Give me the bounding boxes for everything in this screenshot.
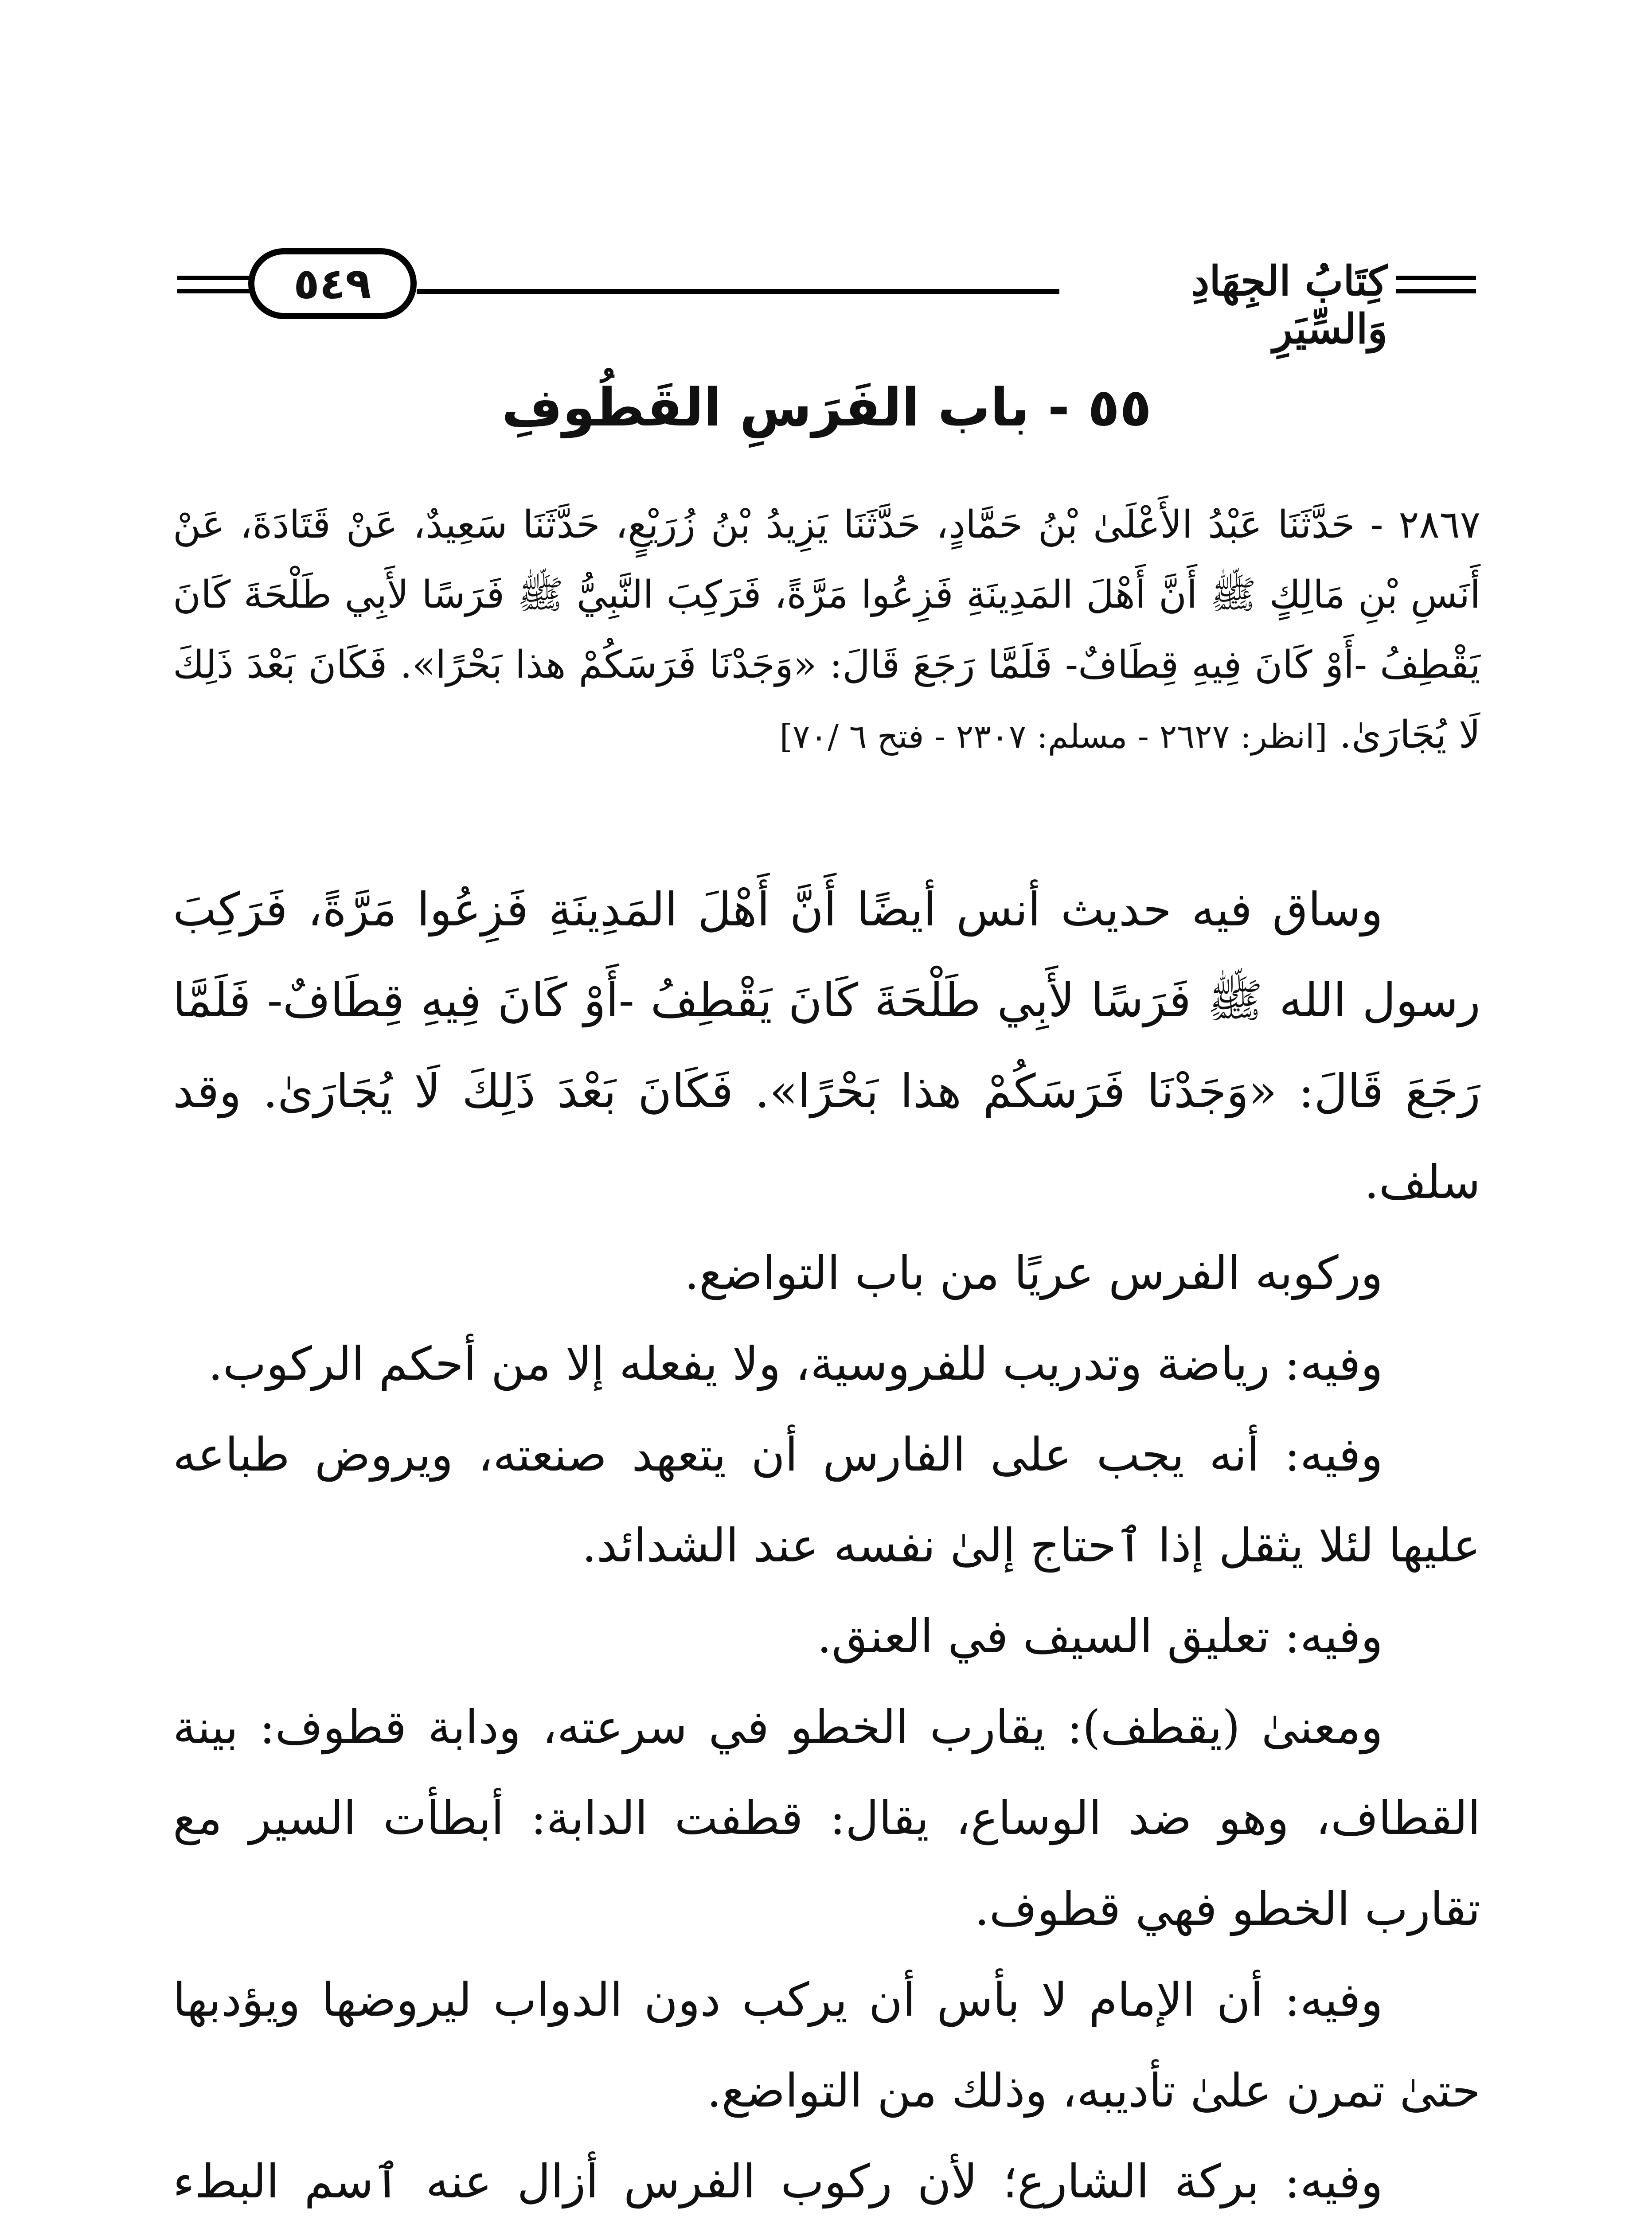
commentary-paragraph: وفيه: بركة الشارع؛ لأن ركوب الفرس أزال عنه ٱسم البطء (173, 2154, 1383, 2208)
commentary-block (173, 864, 1480, 2216)
commentary-paragraph: وفيه: أنه يجب على الفارس أن يتعهد صنعته، ويروض طباعه عليها لئلا يثقل إذا ٱحتاج إلىٰ نفسه عند الشدائد. (173, 1428, 1480, 1572)
commentary-paragraph: وساق فيه حديث أنس أيضًا أَنَّ أَهْلَ المَدِينَةِ فَزِعُوا مَرَّةً، فَرَكِبَ رسول الله ﷺ فَرَسًا لأَبِي طَلْحَةَ كَانَ يَقْطِفُ -أَوْ كَانَ فِيهِ قِطَافٌ- فَلَمَّا رَجَعَ قَالَ: «وَجَدْنَا فَرَسَكُمْ هذا بَحْرًا». فَكَانَ بَعْدَ ذَلِكَ لَا يُجَارَىٰ. وقد سلف. (173, 882, 1480, 1209)
commentary-paragraph: وفيه: أن الإمام لا بأس أن يركب دون الدواب ليروضها ويؤدبها حتىٰ تمرن علىٰ تأديبه، وذلك من التواضع. (173, 1973, 1480, 2118)
commentary-paragraph: وركوبه الفرس عريًا من باب التواضع. (684, 1246, 1383, 1300)
header-rule-left-top (177, 276, 253, 280)
hadith-block (173, 490, 1480, 772)
chapter-title: ٥٥ - باب الفَرَسِ القَطُوفِ (501, 377, 1152, 438)
running-header-title: كِتَابُ الجِهَادِ وَالسِّيَرِ (1191, 257, 1387, 353)
hadith-reference: [انظر: ٢٦٢٧ - مسلم: ٢٣٠٧ - فتح ٦ /٧٠] (779, 718, 1328, 756)
header-rule-right-bottom (1396, 289, 1476, 293)
header-rule-right-top (1396, 276, 1476, 280)
header-rule-middle (417, 289, 1059, 294)
commentary-paragraph: وفيه: تعليق السيف في العنق. (817, 1609, 1383, 1663)
hadith-text: ٢٨٦٧ - حَدَّثَنَا عَبْدُ الأَعْلَىٰ بْنُ حَمَّادٍ، حَدَّثَنَا يَزِيدُ بْنُ زُرَيْعٍ، حَدَّثَنَا سَعِيدٌ، عَنْ قَتَادَةَ، عَنْ أَنَسِ بْنِ مَالِكٍ ﷺ أَنَّ أَهْلَ المَدِينَةِ فَزِعُوا مَرَّةً، فَرَكِبَ النَّبِيُّ ﷺ فَرَسًا لأَبِي طَلْحَةَ كَانَ يَقْطِفُ -أَوْ كَانَ فِيهِ قِطَافٌ- فَلَمَّا رَجَعَ قَالَ: «وَجَدْنَا فَرَسَكُمْ هذا بَحْرًا». فَكَانَ بَعْدَ ذَلِكَ لَا يُجَارَىٰ. (173, 503, 1480, 757)
page-header (177, 248, 1476, 353)
header-rule-left-bottom (177, 289, 253, 293)
commentary-paragraph: وفيه: رياضة وتدريب للفروسية، ولا يفعله إلا من أحكم الركوب. (208, 1337, 1383, 1391)
page-number: ٥٤٩ (248, 248, 417, 319)
commentary-paragraph: ومعنىٰ (يقطف): يقارب الخطو في سرعته، ودابة قطوف: بينة القطاف، وهو ضد الوساع، يقال: قطفت الدابة: أبطأت السير مع تقارب الخطو فهي قطوف. (173, 1700, 1480, 1936)
